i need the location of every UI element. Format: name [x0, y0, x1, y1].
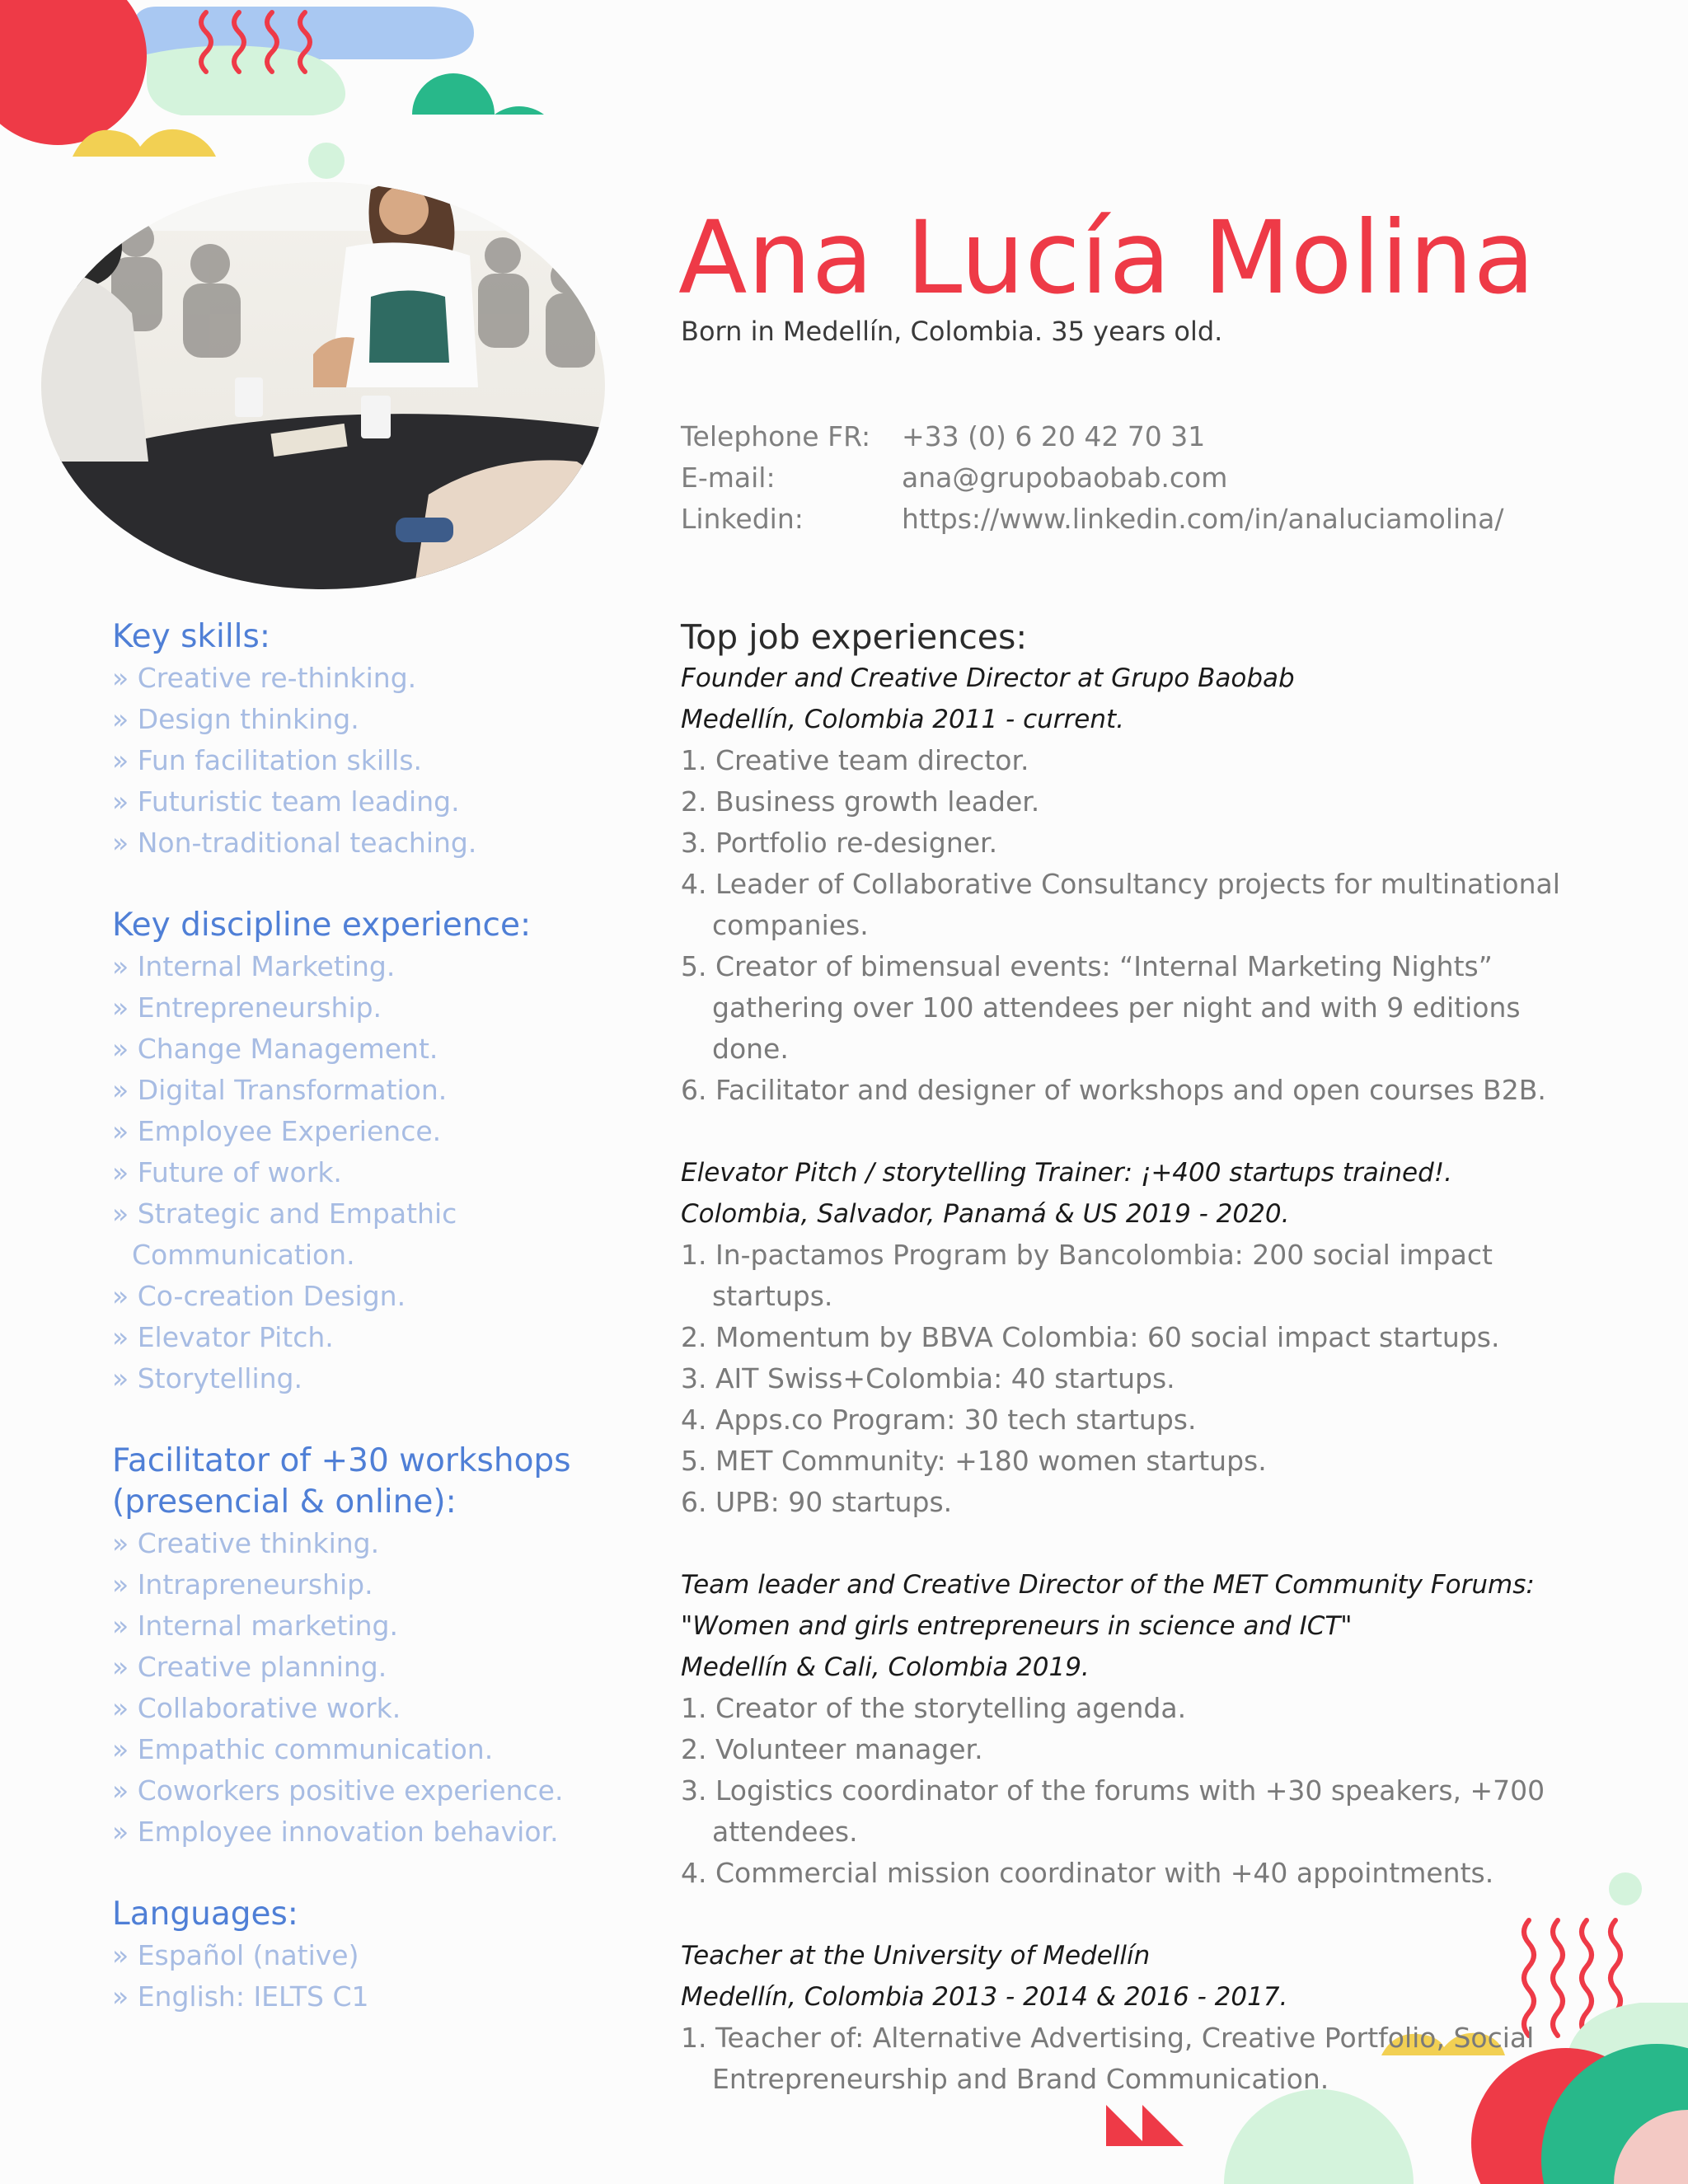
job-heading: Elevator Pitch / storytelling Trainer: ¡+400 startups trained!.	[681, 1158, 1453, 1188]
workshop-photo	[33, 173, 626, 602]
duty-item: Teacher of: Alternative Advertising, Creative Portfolio, Social Entrepreneurship and Brand Communication.	[712, 2022, 1535, 2095]
duty-item: Leader of Collaborative Consultancy projects for multinational companies.	[712, 868, 1560, 941]
contact-row-linkedin	[681, 499, 1503, 540]
mint-dot-small	[1609, 1872, 1642, 1905]
red-circle-shape	[0, 0, 147, 145]
duty-item: UPB: 90 startups.	[715, 1486, 953, 1518]
list-item: » Español (native)	[112, 1935, 574, 1976]
list-item: » Internal Marketing.	[112, 946, 574, 987]
phone-value[interactable]: +33 (0) 6 20 42 70 31	[902, 420, 1206, 452]
duty-list	[681, 2018, 1604, 2100]
list-item: » Digital Transformation.	[112, 1070, 574, 1111]
duty-list	[681, 1235, 1604, 1523]
list-item: » Employee Experience.	[112, 1111, 574, 1152]
job-location: Medellín, Colombia 2011 - current.	[681, 705, 1124, 734]
candidate-tagline: Born in Medellín, Colombia. 35 years old.	[681, 316, 1223, 347]
list-item: » Internal marketing.	[112, 1605, 574, 1647]
list-item: » Co-creation Design.	[112, 1276, 574, 1317]
list-item: » Elevator Pitch.	[112, 1317, 574, 1358]
contact-label: E-mail:	[681, 462, 776, 494]
job-heading: Teacher at the University of Medellín	[681, 1941, 1151, 1971]
job-university-teacher	[681, 1935, 1604, 2100]
experience-title: Top job experiences:	[681, 617, 1028, 657]
list-item: » Change Management.	[112, 1029, 574, 1070]
job-met-community	[681, 1564, 1604, 1894]
list-item: » Empathic communication.	[112, 1729, 574, 1770]
duty-item: Creator of bimensual events: “Internal Marketing Nights” gathering over 100 attendees per night and with 9 editions done.	[712, 950, 1521, 1065]
green-half-circle	[412, 73, 544, 115]
list-item: » Entrepreneurship.	[112, 987, 574, 1029]
duty-list	[681, 740, 1604, 1111]
job-location: Medellín & Cali, Colombia 2019.	[681, 1652, 1090, 1682]
duty-item: Creator of the storytelling agenda.	[715, 1692, 1187, 1724]
list-item: » Future of work.	[112, 1152, 574, 1193]
duty-item: In-pactamos Program by Bancolombia: 200 social impact startups.	[712, 1239, 1493, 1312]
duty-item: Creative team director.	[715, 744, 1029, 776]
job-location: Medellín, Colombia 2013 - 2014 & 2016 - 2017.	[681, 1982, 1288, 2012]
contact-label: Linkedin:	[681, 503, 804, 535]
discipline-title: Key discipline experience:	[112, 907, 532, 944]
list-item: » Creative planning.	[112, 1647, 574, 1688]
duty-item: Business growth leader.	[715, 785, 1040, 818]
duty-list	[681, 1688, 1604, 1894]
job-heading: Team leader and Creative Director of the MET Community Forums:	[681, 1570, 1535, 1600]
duty-item: Momentum by BBVA Colombia: 60 social impact startups.	[715, 1321, 1500, 1353]
job-subtitle: "Women and girls entrepreneurs in science and ICT"	[681, 1611, 1353, 1641]
workshops-list	[112, 1523, 574, 1853]
list-item: » Fun facilitation skills.	[112, 740, 574, 781]
job-grupo-baobab	[681, 658, 1604, 1111]
list-item: » Storytelling.	[112, 1358, 574, 1399]
mint-dot	[308, 143, 345, 179]
list-item: » Creative re-thinking.	[112, 658, 574, 699]
right-column	[681, 616, 1604, 2141]
job-heading: Founder and Creative Director at Grupo Baobab	[681, 663, 1295, 693]
list-item: » Strategic and Empathic Communication.	[112, 1193, 478, 1276]
list-item: » Collaborative work.	[112, 1688, 574, 1729]
yellow-bumps	[73, 129, 216, 157]
duty-item: Commercial mission coordinator with +40 appointments.	[715, 1857, 1494, 1889]
job-elevator-pitch	[681, 1152, 1604, 1523]
email-link[interactable]: ana@grupobaobab.com	[902, 462, 1228, 494]
languages-title: Languages:	[112, 1896, 298, 1933]
list-item: » Coworkers positive experience.	[112, 1770, 574, 1811]
contact-label: Telephone FR:	[681, 420, 871, 452]
list-item: » Design thinking.	[112, 699, 574, 740]
list-item: » Non-traditional teaching.	[112, 823, 574, 864]
list-item: » English: IELTS C1	[112, 1976, 574, 2018]
list-item: » Futuristic team leading.	[112, 781, 574, 823]
duty-item: AIT Swiss+Colombia: 40 startups.	[715, 1362, 1175, 1394]
contact-row-phone	[681, 416, 1503, 457]
left-column	[112, 616, 574, 2018]
list-item: » Creative thinking.	[112, 1523, 574, 1564]
duty-item: Portfolio re-designer.	[715, 827, 998, 859]
contact-row-email	[681, 457, 1503, 499]
linkedin-link[interactable]: https://www.linkedin.com/in/analuciamolina/	[902, 503, 1504, 535]
duty-item: Logistics coordinator of the forums with +30 speakers, +700 attendees.	[712, 1774, 1545, 1848]
duty-item: Facilitator and designer of workshops and open courses B2B.	[715, 1074, 1546, 1106]
duty-item: MET Community: +180 women startups.	[715, 1445, 1267, 1477]
contact-info	[681, 416, 1503, 540]
list-item: » Intrapreneurship.	[112, 1564, 574, 1605]
list-item: » Employee innovation behavior.	[112, 1811, 574, 1853]
key-skills-list	[112, 658, 574, 864]
discipline-list	[112, 946, 574, 1399]
duty-item: Apps.co Program: 30 tech startups.	[715, 1404, 1197, 1436]
workshops-title: Facilitator of +30 workshops (presencial & online):	[112, 1442, 571, 1521]
candidate-name: Ana Lucía Molina	[678, 199, 1536, 316]
key-skills-title: Key skills:	[112, 618, 270, 655]
duty-item: Volunteer manager.	[715, 1733, 983, 1765]
languages-list	[112, 1935, 574, 2018]
job-location: Colombia, Salvador, Panamá & US 2019 - 2020.	[681, 1199, 1290, 1229]
